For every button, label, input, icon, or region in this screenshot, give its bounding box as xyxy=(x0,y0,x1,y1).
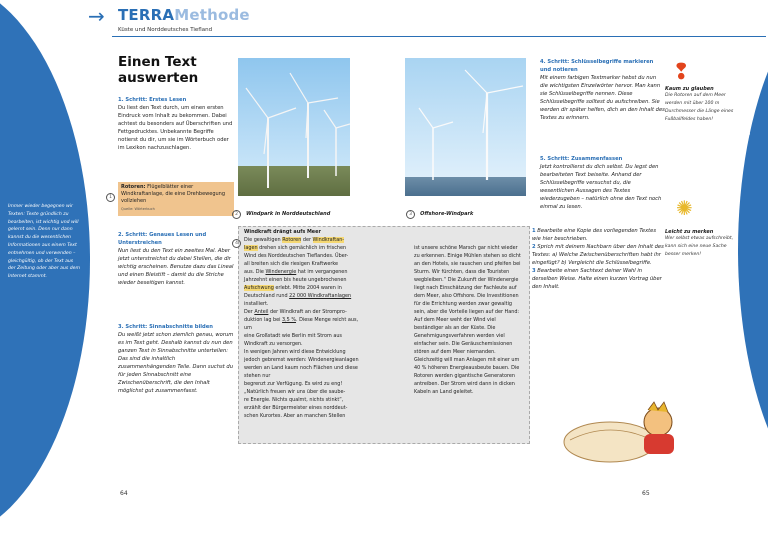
chapter-subtitle: Küste und Norddeutsches Tiefland xyxy=(118,27,213,33)
article-line: „Natürlich freuen wir uns über die saube- xyxy=(244,389,346,395)
exclamation-icon: ❢ xyxy=(672,60,691,85)
article-line: re Energie. Nichts qualmt, nichts stinkt“, xyxy=(244,397,344,403)
article-line: begrenzt zur Verfügung. Es wird zu eng! xyxy=(244,381,343,387)
article-line: lagen drehen sich gemächlich im frischen xyxy=(244,245,347,251)
step-5-text: Jetzt kontrollierst du dich selbst. Du legst den bearbeiteten Text beiseite. Anhand der Schlüsselbegriffe versuchst du, die wesentlichen Aussagen des Textes wiederzugeben – natürlich ohne den Text noch einmal zu lesen. xyxy=(540,164,662,210)
article-headline: Windkraft drängt aufs Meer xyxy=(244,229,321,235)
step-2-heading: 2. Schritt: Genaues Lesen und Unterstreichen xyxy=(118,232,207,246)
arrow-right-icon: → xyxy=(88,4,105,28)
intro-margin-note: Immer wieder begegnen wir Texten: Texte gründlich zu bearbeiten, ist wichtig und will gelernt sein. Denn nur dann kannst du die wesentlichen Informationen aus einem Text entnehmen und verwenden – gleichgültig, ob der Text aus der Zeitung oder aber aus dem Internet stammt. xyxy=(8,204,80,280)
note-text: Flügelblätter einer Windkraftanlage, die eine Drehbewegung vollziehen xyxy=(121,184,225,204)
article-line: Die gewaltigen Rotoren der Windkraftan- xyxy=(244,237,345,243)
article-line: aus. Die Windenergie hat im vergangenen xyxy=(244,269,348,275)
article-line: Windkraft zu versorgen. xyxy=(244,341,303,347)
photo-1-caption: 2 Windpark in Norddeutschland xyxy=(232,200,330,219)
step-2-text: Nun liest du den Text ein zweites Mal. Aber jetzt unterstreichst du dabei Stellen, die dir wichtig erscheinen. Benutze dazu das Lineal und einen Bleistift – damit du die Striche wieder beseitigen kannst. xyxy=(118,248,234,286)
brand-title: TERRAMethode xyxy=(118,6,250,24)
wind-turbines-illustration xyxy=(238,58,350,196)
task-item: 2 Sprich mit deinem Nachbarn über den Inhalt des Textes: a) Welche Zwischenüberschriften habt ihr eingefügt? b) Vergleicht die Schlüsselbegriffe. xyxy=(532,244,664,266)
article-column-1 xyxy=(244,228,360,420)
step-4-text: Mit einem farbigen Textmarker hebst du nun die wichtigsten Einzelwörter hervor. Man kann sie Schlüsselbegriffe nennen. Diese Schlüsselbegriffe solltest du aufschreiben. Sie werden dir später helfen, dich an den Inhalt des Textes zu erinnern. xyxy=(540,75,665,121)
article-line: werden an Land kaum noch Flächen und diese stehen nur xyxy=(244,365,358,379)
photo-windpark-land xyxy=(238,58,350,196)
task-item: 1 Bearbeite eine Kopie des vorliegenden Textes wie hier beschrieben. xyxy=(532,228,657,242)
article-line: schen Kurortes. Aber an manchen Stellen xyxy=(244,413,346,419)
note-label: Rotoren: xyxy=(121,184,146,190)
article-line: duktion lag bei 3,5 %. Diese Menge reicht aus, um xyxy=(244,317,359,331)
article-line: Deutschland rund 22 000 Windkraftanlagen xyxy=(244,293,352,299)
task-item: 3 Bearbeite einen Sachtext deiner Wahl in derselben Weise. Halte einen kurzen Vortrag über den Inhalt. xyxy=(532,268,662,290)
step-1-heading: 1. Schritt: Erstes Lesen xyxy=(118,97,187,103)
step-1 xyxy=(118,96,234,152)
article-line: all breiten sich die riesigen Kraftwerke xyxy=(244,261,339,267)
margin-fact-title: Kaum zu glauben xyxy=(665,86,714,92)
step-1-text: Du liest den Text durch, um einen ersten Eindruck vom Inhalt zu bekommen. Dabei achtest du besonders auf Überschriften und Fettgedrucktes. Unbekannte Begriffe notierst du dir, um sie im Wörterbuch oder im Lexikon nachzuschlagen. xyxy=(118,105,233,151)
lightbulb-icon: ✺ xyxy=(676,196,693,220)
photo-offshore-windpark xyxy=(405,58,526,196)
article-number: 4 xyxy=(232,229,241,248)
margin-tip xyxy=(665,229,737,259)
article-column-2-text: ist unsere schöne Marsch gar nicht wieder zu erkennen. Einige Mühlen stehen so dicht an den Hotels, sie rauschen und pfeifen bei Sturm. Wir fürchten, dass die Touristen wegbleiben.“ Die Zukunft der Windenergie liegt nach Einschätzung der Fachleute auf dem Meer, also Offshore. Die Investitionen für die Errichtung werden zwar gewaltig sein, aber die Vorteile liegen auf der Hand: Auf dem Meer weht der Wind viel beständiger als an der Küste. Die Genehmigungsverfahren werden viel einfacher sein. Die Geräuschemissionen stören auf dem Meer niemanden. Gleichzeitig will man Anlagen mit einer um 40 % höheren Energieausbeute bauen. Die Rotoren werden gigantische Generatoren antreiben. Der Strom wird dann in dicken Kabeln an Land geleitet. xyxy=(414,245,521,395)
article-column-2 xyxy=(414,244,522,396)
methode-side-tab[interactable]: Methode xyxy=(745,105,752,135)
step-3-text: Du weißt jetzt schon ziemlich genau, worum es im Text geht. Deshalb kannst du nun den ganzen Text in Sinnabschnitte unterteilen: Das sind die inhaltlich zusammenhängenden Teile. Dann suchst du für jeden Sinnabschnitt eine Zwischenüberschrift, die den Inhalt möglichst gut zusammenfasst. xyxy=(118,332,234,394)
step-3-heading: 3. Schritt: Sinnabschnitte bilden xyxy=(118,324,213,330)
article-line: eine Großstadt wie Berlin mit Strom aus xyxy=(244,333,342,339)
margin-tip-text: Wer selbst etwas aufschreibt, kann sich eine neue Sache besser merken! xyxy=(665,236,734,257)
glossary-note xyxy=(118,182,234,216)
step-5 xyxy=(540,155,665,211)
margin-fact-text: Die Rotoren auf dem Meer werden mit über 100 m Durchmesser die Länge eines Fußballfeldes haben! xyxy=(665,93,734,122)
article-column-1-text xyxy=(244,236,360,420)
offshore-turbines-illustration xyxy=(405,58,526,196)
note-number: 1 xyxy=(106,183,115,202)
step-4 xyxy=(540,58,665,122)
step-3 xyxy=(118,323,234,395)
margin-fact xyxy=(665,86,737,124)
article-line: Aufschwung erlebt. Mitte 2004 waren in xyxy=(244,285,342,291)
article-line: jedoch gebremst werden: Windenergieanlagen xyxy=(244,357,359,363)
article-line: In wenigen Jahren wird diese Entwicklung xyxy=(244,349,346,355)
tasks-list xyxy=(532,227,666,291)
step-2 xyxy=(118,231,234,287)
article-line: installiert. xyxy=(244,301,269,307)
page-title: Einen Text auswerten xyxy=(118,54,199,86)
right-blue-margin xyxy=(738,0,768,520)
page-number-right: 65 xyxy=(642,490,650,497)
photo-2-caption: 3 Offshore-Windpark xyxy=(406,200,473,219)
article-line: erzählt der Bürgermeister eines norddeut- xyxy=(244,405,348,411)
step-4-heading: 4. Schritt: Schlüsselbegriffe markieren und notieren xyxy=(540,59,654,73)
page-number-left: 64 xyxy=(120,490,128,497)
step-5-heading: 5. Schritt: Zusammenfassen xyxy=(540,156,623,162)
reading-figure-illustration xyxy=(560,380,688,470)
note-source: Quelle: Wörterbuch xyxy=(121,207,155,211)
margin-tip-title: Leicht zu merken xyxy=(665,229,714,235)
header-divider xyxy=(112,36,766,37)
article-line: Jahrzehnt einen bis heute ungebrochenen xyxy=(244,277,347,283)
article-line: Der Anteil der Windkraft an der Strompro- xyxy=(244,309,347,315)
article-line: Wind des Norddeutschen Tieflandes. Über- xyxy=(244,253,349,259)
